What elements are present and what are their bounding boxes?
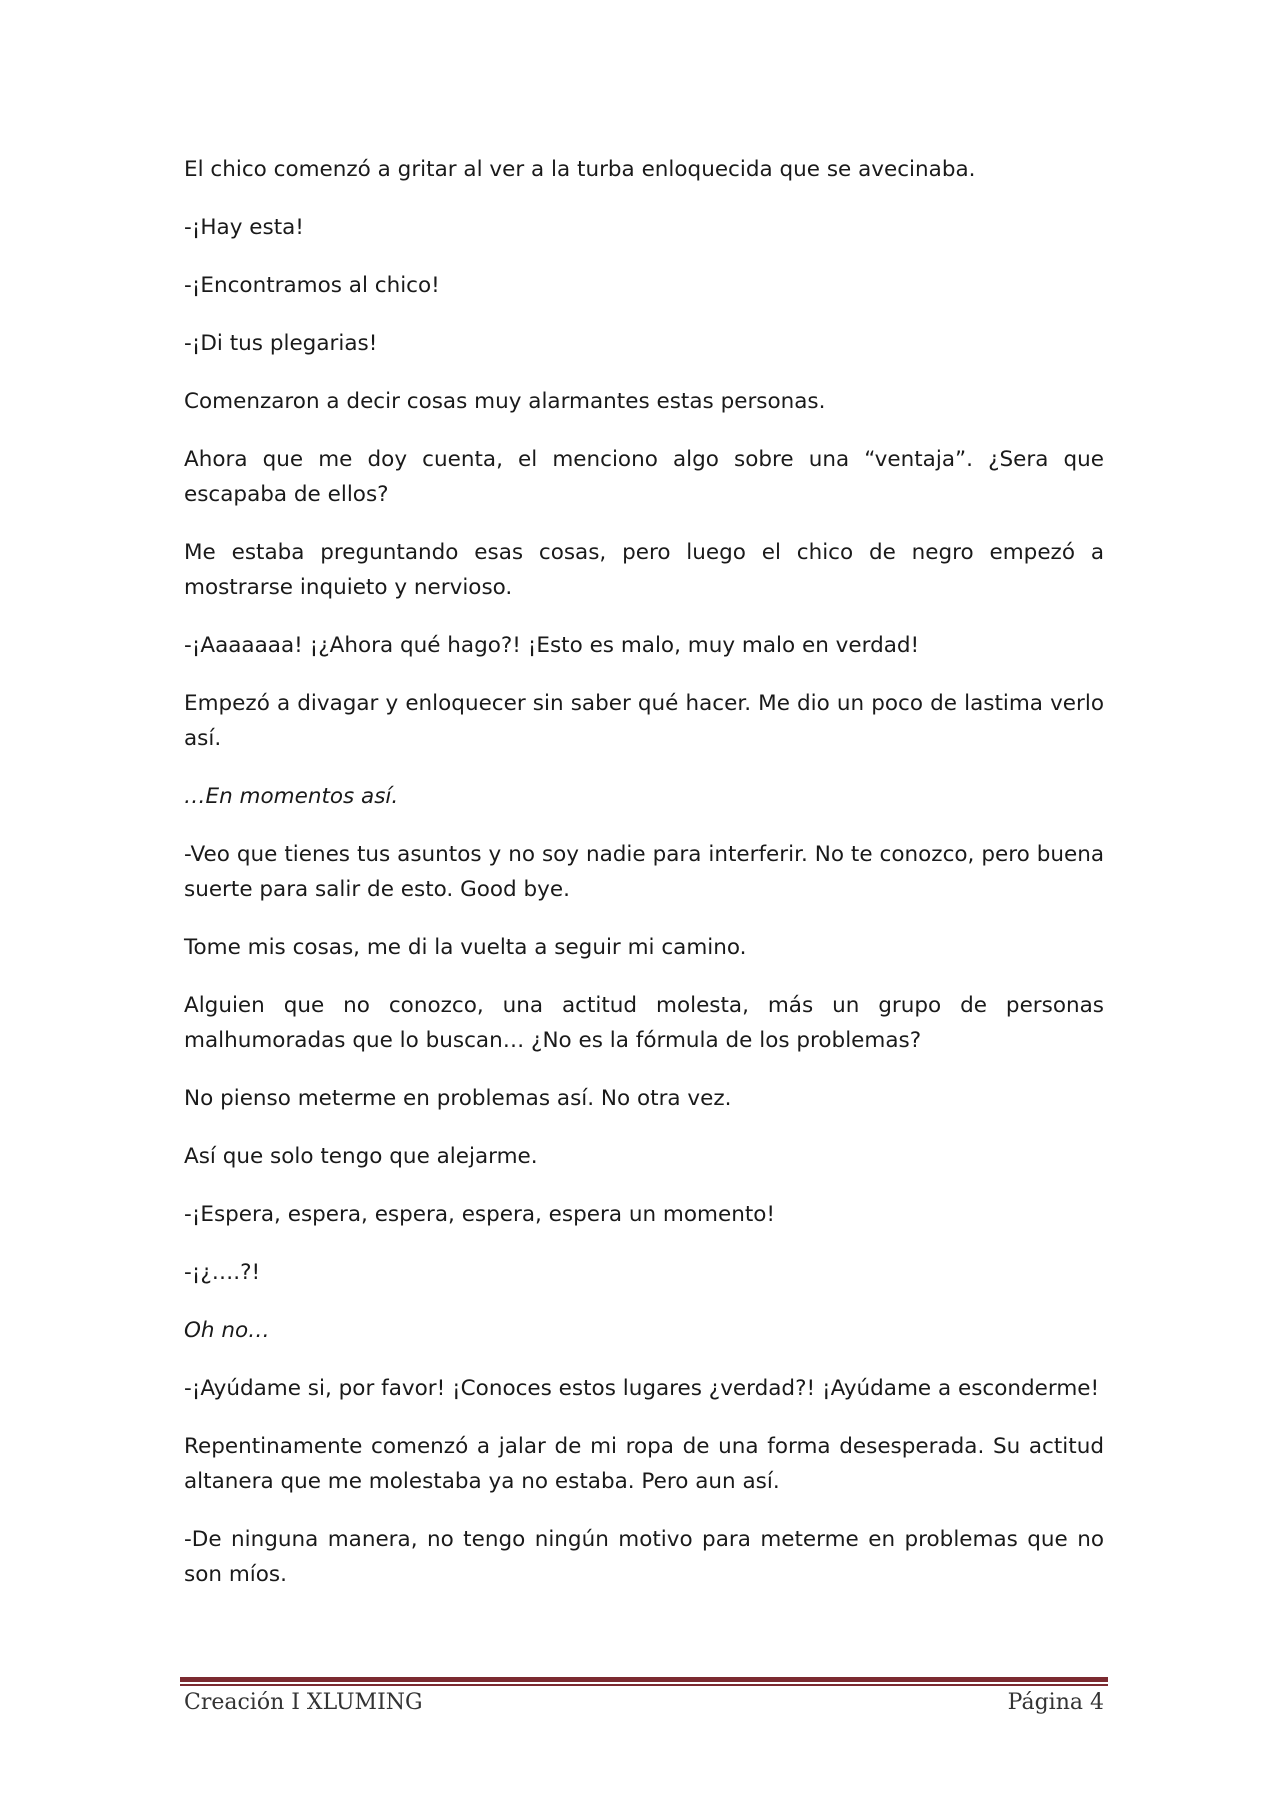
footer-rule-thick: [180, 1677, 1108, 1682]
footer-credit: Creación I XLUMING: [184, 1690, 423, 1715]
paragraph: -Veo que tienes tus asuntos y no soy nadie para interferir. No te conozco, pero buena suerte para salir de esto. Good bye.: [184, 842, 1104, 902]
paragraph: -¡Aaaaaaa! ¡¿Ahora qué hago?! ¡Esto es malo, muy malo en verdad!: [184, 633, 920, 658]
paragraph: El chico comenzó a gritar al ver a la turba enloquecida que se avecinaba.: [184, 157, 976, 182]
paragraph: Comenzaron a decir cosas muy alarmantes estas personas.: [184, 389, 826, 414]
paragraph: No pienso meterme en problemas así. No otra vez.: [184, 1086, 732, 1111]
body-text: [184, 152, 1104, 1615]
paragraph: Ahora que me doy cuenta, el menciono algo sobre una “ventaja”. ¿Sera que escapaba de ellos?: [184, 447, 1104, 507]
paragraph: …En momentos así.: [184, 784, 399, 809]
footer-rule: [180, 1677, 1108, 1686]
paragraph: -¡Ayúdame si, por favor! ¡Conoces estos lugares ¿verdad?! ¡Ayúdame a esconderme!: [184, 1376, 1100, 1401]
paragraph: -De ninguna manera, no tengo ningún motivo para meterme en problemas que no son míos.: [184, 1527, 1104, 1587]
paragraph: Empezó a divagar y enloquecer sin saber qué hacer. Me dio un poco de lastima verlo así.: [184, 691, 1104, 751]
paragraph: -¡Di tus plegarias!: [184, 331, 378, 356]
paragraph: -¡¿….?!: [184, 1260, 261, 1285]
paragraph: Así que solo tengo que alejarme.: [184, 1144, 538, 1169]
paragraph: -¡Encontramos al chico!: [184, 273, 440, 298]
paragraph: Oh no…: [184, 1318, 270, 1343]
page-number: Página 4: [1007, 1690, 1104, 1715]
paragraph: -¡Espera, espera, espera, espera, espera un momento!: [184, 1202, 776, 1227]
paragraph: Repentinamente comenzó a jalar de mi ropa de una forma desesperada. Su actitud altanera que me molestaba ya no estaba. Pero aun así.: [184, 1434, 1104, 1494]
footer-rule-thin: [180, 1684, 1108, 1686]
paragraph: Me estaba preguntando esas cosas, pero luego el chico de negro empezó a mostrarse inquieto y nervioso.: [184, 540, 1104, 600]
paragraph: Alguien que no conozco, una actitud molesta, más un grupo de personas malhumoradas que lo buscan… ¿No es la fórmula de los problemas?: [184, 993, 1104, 1053]
paragraph: Tome mis cosas, me di la vuelta a seguir mi camino.: [184, 935, 747, 960]
paragraph: -¡Hay esta!: [184, 215, 304, 240]
